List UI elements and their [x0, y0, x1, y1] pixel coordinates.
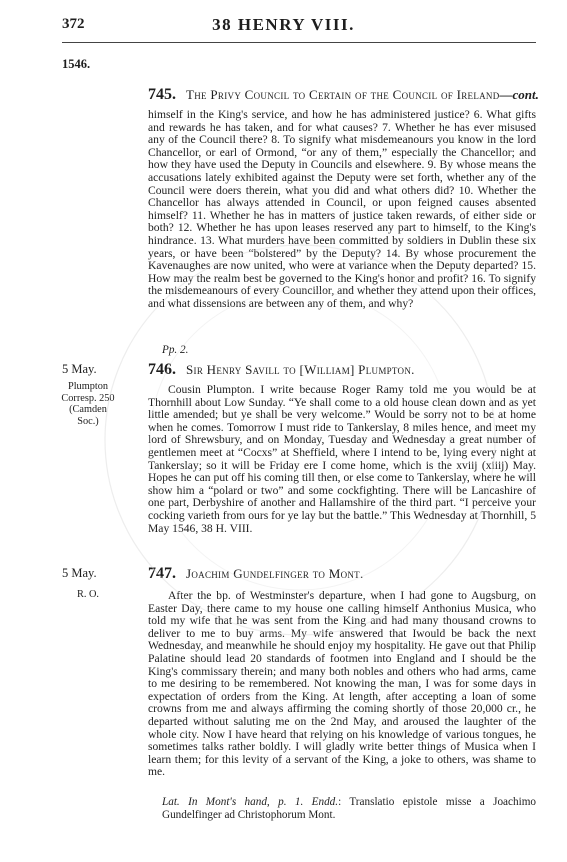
entry-745-text: himself in the King's service, and how he has administered justice? 6. What gifts and rewards he has taken, and for what causes? 7. Whether he has ever misused any of the Council there? 8. To signify what misdemeanours you know in the lord Chancellor, or earl of Ormond, “or any of them,” especially the Chancellor; and how they have used the Deputy in Councils and elsewhere. 9. By whose means the accusations lately exhibited against the Deputy were set forth, whether any of the Council were doers therein, what you did and what others did? 10. Whether the Chancellor has always attended in Council, or upon feigned causes absented himself? 11. Whether he has in matters of justice taken rewards, of either side or both? 12. Whether he has upon leases reserved any part to himself, to the King's hindrance. 13. What murders have been committed by soldiers in Dublin these six years, or have been “bolstered” by the Deputy? 14. By whose procurement the Kavenaughes are now united, who were at variance when the Deputy departed? 15. How may the realm best be governed to the King's honor and profit? 16. To signify the misdemeanours of every Councillor, and whether they attend upon their offices, and what dissensions are between any of them, and why? [148, 108, 536, 310]
margin-year: 1546. [62, 57, 91, 71]
source-line: (Camden [69, 404, 107, 416]
entry-747-date: 5 May. [62, 566, 97, 580]
entry-number: 747. [148, 565, 176, 582]
entry-title: The Privy Council to Certain of the Council of Ireland [186, 87, 500, 102]
continued-marker: —cont. [499, 87, 539, 102]
entry-747-source [52, 589, 124, 601]
entry-746-text: Cousin Plumpton. I write because Roger Ramy told me you would be at Thornhill about Low Sunday. “Ye shall come to a old house clean down and as yet little amended; but ye shall be very welcome.” Would be sorry not to be at home when he comes. Tomorrow I must ride to Tankerslay, 8 miles hence, and meet my lord of Shrewsbury, and on Monday, Tuesday and Wednesday a great number of gentlemen meet at “Cocxs” at Sheffield, where I intend to be, lying every night at Tankerslay; so it will be Friday ere I come home, which is the xviij (xiiij) May. Hopes he can put off his coming till then, or else come to Tankerslay, where he will show him a “polard or two” and some cockfighting. There will be Lancashire of one part, Derbyshire of another and Hallamshire of the third part. “I perceive your cocking varieth from ours for ye lay but the battle.” This Wednesday at Thornhill, 5 May 1546, 38 H. VIII. [148, 383, 536, 535]
entry-747-heading [148, 565, 364, 583]
entry-title: Sir Henry Savill to [William] Plumpton. [186, 362, 415, 377]
source-line: Plumpton [67, 381, 109, 392]
entry-746-source [52, 381, 124, 427]
running-head [0, 16, 567, 36]
entry-747-text: After the bp. of Westminster's departure, when I had gone to Augsburg, on Easter Day, there came to my house one calling himself Anthonius Musica, who told my wife that he was sent from the King and had many thousand crowns to deliver to me to buy arms. My wife answered that Iwould be back the next Wednesday, and meanwhile he should enjoy my hospitality. He gave out that Philip Palatine should lead 20 standards of footmen into England and I should be the King's commissary therein; and many both nobles and others who had arms, came to me desiring to be remembered. Not knowing the man, I was for some days in expectation of orders from the King. At length, after accepting a loan of some crowns from me and always affirming the coming shortly of those 20,000 cr., he departed without saluting me on the 2nd May, and aroused the laughter of the whole city. Now I have heard that relying on his knowledge of various tongues, he sometimes talks rather boldly. I will gladly write better things of Musica when I learn them; for this levity of a servant of the King, a joke to others, was shame to me. [148, 589, 536, 779]
entry-747-note [162, 796, 536, 821]
source-line: R. O. [76, 589, 100, 600]
entry-746-heading [148, 361, 415, 379]
entry-title: Joachim Gundelfinger to Mont. [186, 566, 364, 581]
note-text: : Translatio epistole misse a Joachimo Gundelfinger ad Christophorum Mont. [162, 796, 536, 821]
entry-number: 746. [148, 361, 176, 378]
entry-number: 745. [148, 86, 176, 103]
running-title: 38 HENRY VIII. [212, 15, 355, 34]
header-rule [62, 42, 536, 43]
entry-745-heading [148, 86, 539, 104]
note-italic: Lat. In Mont's hand, p. 1. Endd. [162, 796, 339, 808]
entry-745-note: Pp. 2. [162, 344, 189, 356]
page-number: 372 [62, 16, 85, 32]
source-line: Corresp. 250 [61, 392, 115, 404]
entry-746-date: 5 May. [62, 362, 97, 376]
source-line: Soc.) [77, 415, 99, 427]
